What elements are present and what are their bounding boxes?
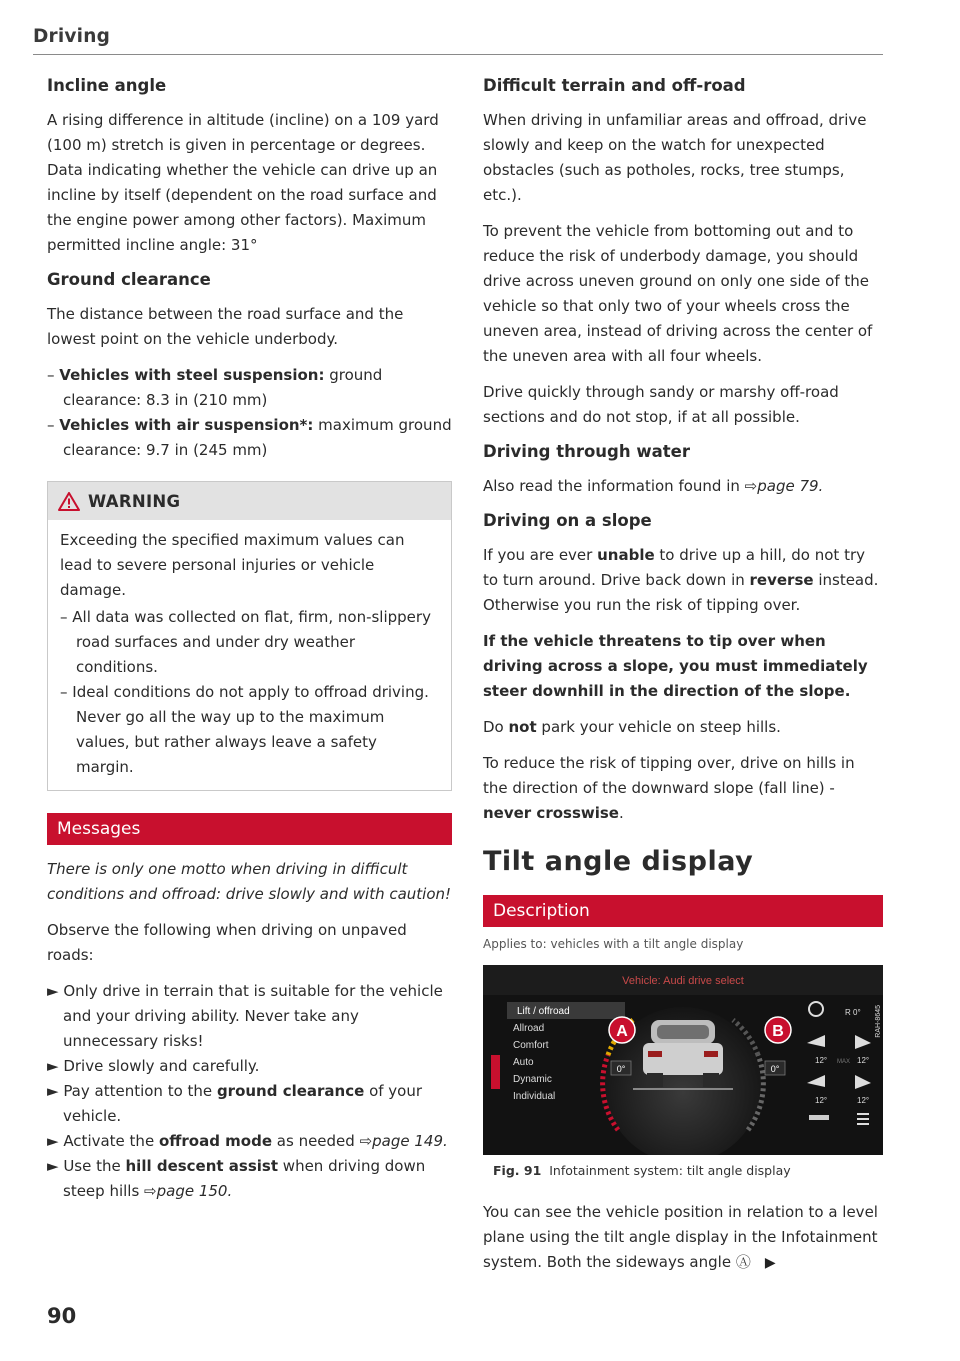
menu-item-comfort[interactable]: Comfort bbox=[513, 1040, 549, 1051]
list-item: ► Activate the offroad mode as needed ⇨page 149. bbox=[47, 1132, 448, 1150]
page-number: 90 bbox=[47, 1304, 77, 1328]
warning-triangle-icon bbox=[58, 492, 80, 511]
value-4: 12° bbox=[857, 1096, 870, 1105]
page-ref-link[interactable]: ⇨page 79. bbox=[744, 477, 824, 495]
slope-p2: If the vehicle threatens to tip over when driving across a slope, you must immediately steer downhill in the direction of the slope. bbox=[483, 632, 868, 700]
figure-caption: Fig. 91 Infotainment system: tilt angle display bbox=[493, 1163, 791, 1178]
r-value: R 0° bbox=[845, 1008, 861, 1017]
marker-a-ref: Ⓐ bbox=[735, 1253, 751, 1271]
messages-section-bar: Messages bbox=[47, 813, 452, 845]
warning-list bbox=[60, 605, 439, 780]
menu-item-lift[interactable]: Lift / offroad bbox=[517, 1006, 570, 1017]
water-heading: Driving through water bbox=[483, 442, 690, 461]
max-label: MAX bbox=[837, 1059, 851, 1065]
page-ref-link[interactable]: ⇨page 149. bbox=[359, 1132, 448, 1150]
right-column bbox=[483, 75, 883, 1287]
slope-p4: To reduce the risk of tipping over, drive on hills in the direction of the downward slope (fall line) - never crosswise. bbox=[483, 754, 855, 822]
infotainment-screen bbox=[483, 965, 883, 1155]
menu-item-dynamic[interactable]: Dynamic bbox=[513, 1074, 552, 1085]
messages-intro: Observe the following when driving on unpaved roads: bbox=[47, 921, 407, 964]
terrain-p1: When driving in unfamiliar areas and offroad, drive slowly and keep on the watch for unexpected obstacles (such as potholes, rocks, tree stumps, etc.). bbox=[483, 111, 867, 204]
list-item: ► Only drive in terrain that is suitable for the vehicle and your driving ability. Never take any unnecessary risks! bbox=[47, 982, 443, 1050]
value-3: 12° bbox=[815, 1096, 828, 1105]
left-angle-value: 0° bbox=[616, 1064, 626, 1074]
menu-lines-icon[interactable] bbox=[857, 1113, 869, 1115]
water-text: Also read the information found in ⇨page 79. bbox=[483, 477, 824, 495]
clearance-text: The distance between the road surface and the lowest point on the vehicle underbody. bbox=[47, 305, 404, 348]
drivetrain-icon bbox=[809, 1115, 829, 1120]
list-item: ► Use the hill descent assist when driving down steep hills ⇨page 150. bbox=[47, 1157, 426, 1200]
list-item: – Vehicles with steel suspension: ground clearance: 8.3 in (210 mm) bbox=[47, 366, 383, 409]
terrain-p3: Drive quickly through sandy or marshy off-road sections and do not stop, if at all possible. bbox=[483, 383, 839, 426]
warning-box bbox=[47, 481, 452, 791]
warning-body bbox=[48, 520, 451, 790]
marker-b: B bbox=[772, 1023, 784, 1040]
incline-heading: Incline angle bbox=[47, 76, 167, 95]
right-angle-value: 0° bbox=[770, 1064, 780, 1074]
list-item: – Ideal conditions do not apply to offroad driving. Never go all the way up to the maximum values, but rather always leave a safety margin. bbox=[60, 683, 429, 776]
description-section-bar: Description bbox=[483, 895, 883, 927]
menu-item-allroad[interactable]: Allroad bbox=[513, 1023, 545, 1034]
chapter-title: Driving bbox=[33, 26, 111, 47]
tilt-chapter-title: Tilt angle display bbox=[483, 846, 754, 877]
terrain-heading: Difficult terrain and off-road bbox=[483, 76, 746, 95]
page-ref-link[interactable]: ⇨page 150. bbox=[144, 1182, 233, 1200]
slope-p1: If you are ever unable to drive up a hill, do not try to turn around. Drive back down in reverse instead. Otherwise you run the risk of tipping over. bbox=[483, 546, 879, 614]
tilt-angle-figure bbox=[483, 965, 883, 1155]
menu-item-auto[interactable]: Auto bbox=[513, 1057, 534, 1068]
list-item: – Vehicles with air suspension*: maximum ground clearance: 9.7 in (245 mm) bbox=[47, 416, 452, 459]
clearance-heading: Ground clearance bbox=[47, 270, 211, 289]
screen-title: Vehicle: Audi drive select bbox=[622, 975, 744, 987]
messages-list bbox=[47, 979, 452, 1204]
applies-note: Applies to: vehicles with a tilt angle display bbox=[483, 937, 744, 951]
tilt-body: You can see the vehicle position in relation to a level plane using the tilt angle display in the Infotainment system. Both the sideways angle Ⓐ ▶ bbox=[483, 1200, 883, 1276]
list-item: – All data was collected on flat, firm, non-slippery road surfaces and under dry weather conditions. bbox=[60, 608, 431, 676]
warning-text: Exceeding the specified maximum values can lead to severe personal injuries or vehicle damage. bbox=[60, 531, 405, 599]
clearance-list bbox=[47, 363, 452, 463]
messages-motto: There is only one motto when driving in difficult conditions and offroad: drive slowly and with caution! bbox=[47, 860, 452, 903]
warning-title: WARNING bbox=[88, 491, 181, 511]
marker-a: A bbox=[616, 1023, 628, 1040]
terrain-p2: To prevent the vehicle from bottoming out and to reduce the risk of underbody damage, you should drive across uneven ground on only one side of the vehicle so that only two of your wheels cross the uneven area, instead of driving across the center of the uneven area with all four wheels. bbox=[483, 222, 873, 365]
value-1: 12° bbox=[815, 1056, 828, 1065]
slope-heading: Driving on a slope bbox=[483, 511, 652, 530]
list-item: ► Pay attention to the ground clearance of your vehicle. bbox=[47, 1082, 423, 1125]
menu-item-individual[interactable]: Individual bbox=[513, 1091, 556, 1102]
running-header bbox=[33, 26, 883, 55]
figure-code: RAH-8645 bbox=[875, 1005, 882, 1038]
left-column bbox=[47, 75, 452, 1216]
slope-p3: Do not park your vehicle on steep hills. bbox=[483, 718, 781, 736]
warning-header bbox=[48, 482, 451, 520]
continue-arrow-icon: ▶ bbox=[764, 1255, 776, 1271]
incline-text: A rising difference in altitude (incline) on a 109 yard (100 m) stretch is given in percentage or degrees. Data indicating whether the vehicle can drive up an incline by itself (dependent on the road surface and the engine power among other factors). Maximum permitted incline angle: 31° bbox=[47, 111, 439, 254]
list-item: ► Drive slowly and carefully. bbox=[47, 1057, 260, 1075]
value-2: 12° bbox=[857, 1056, 870, 1065]
